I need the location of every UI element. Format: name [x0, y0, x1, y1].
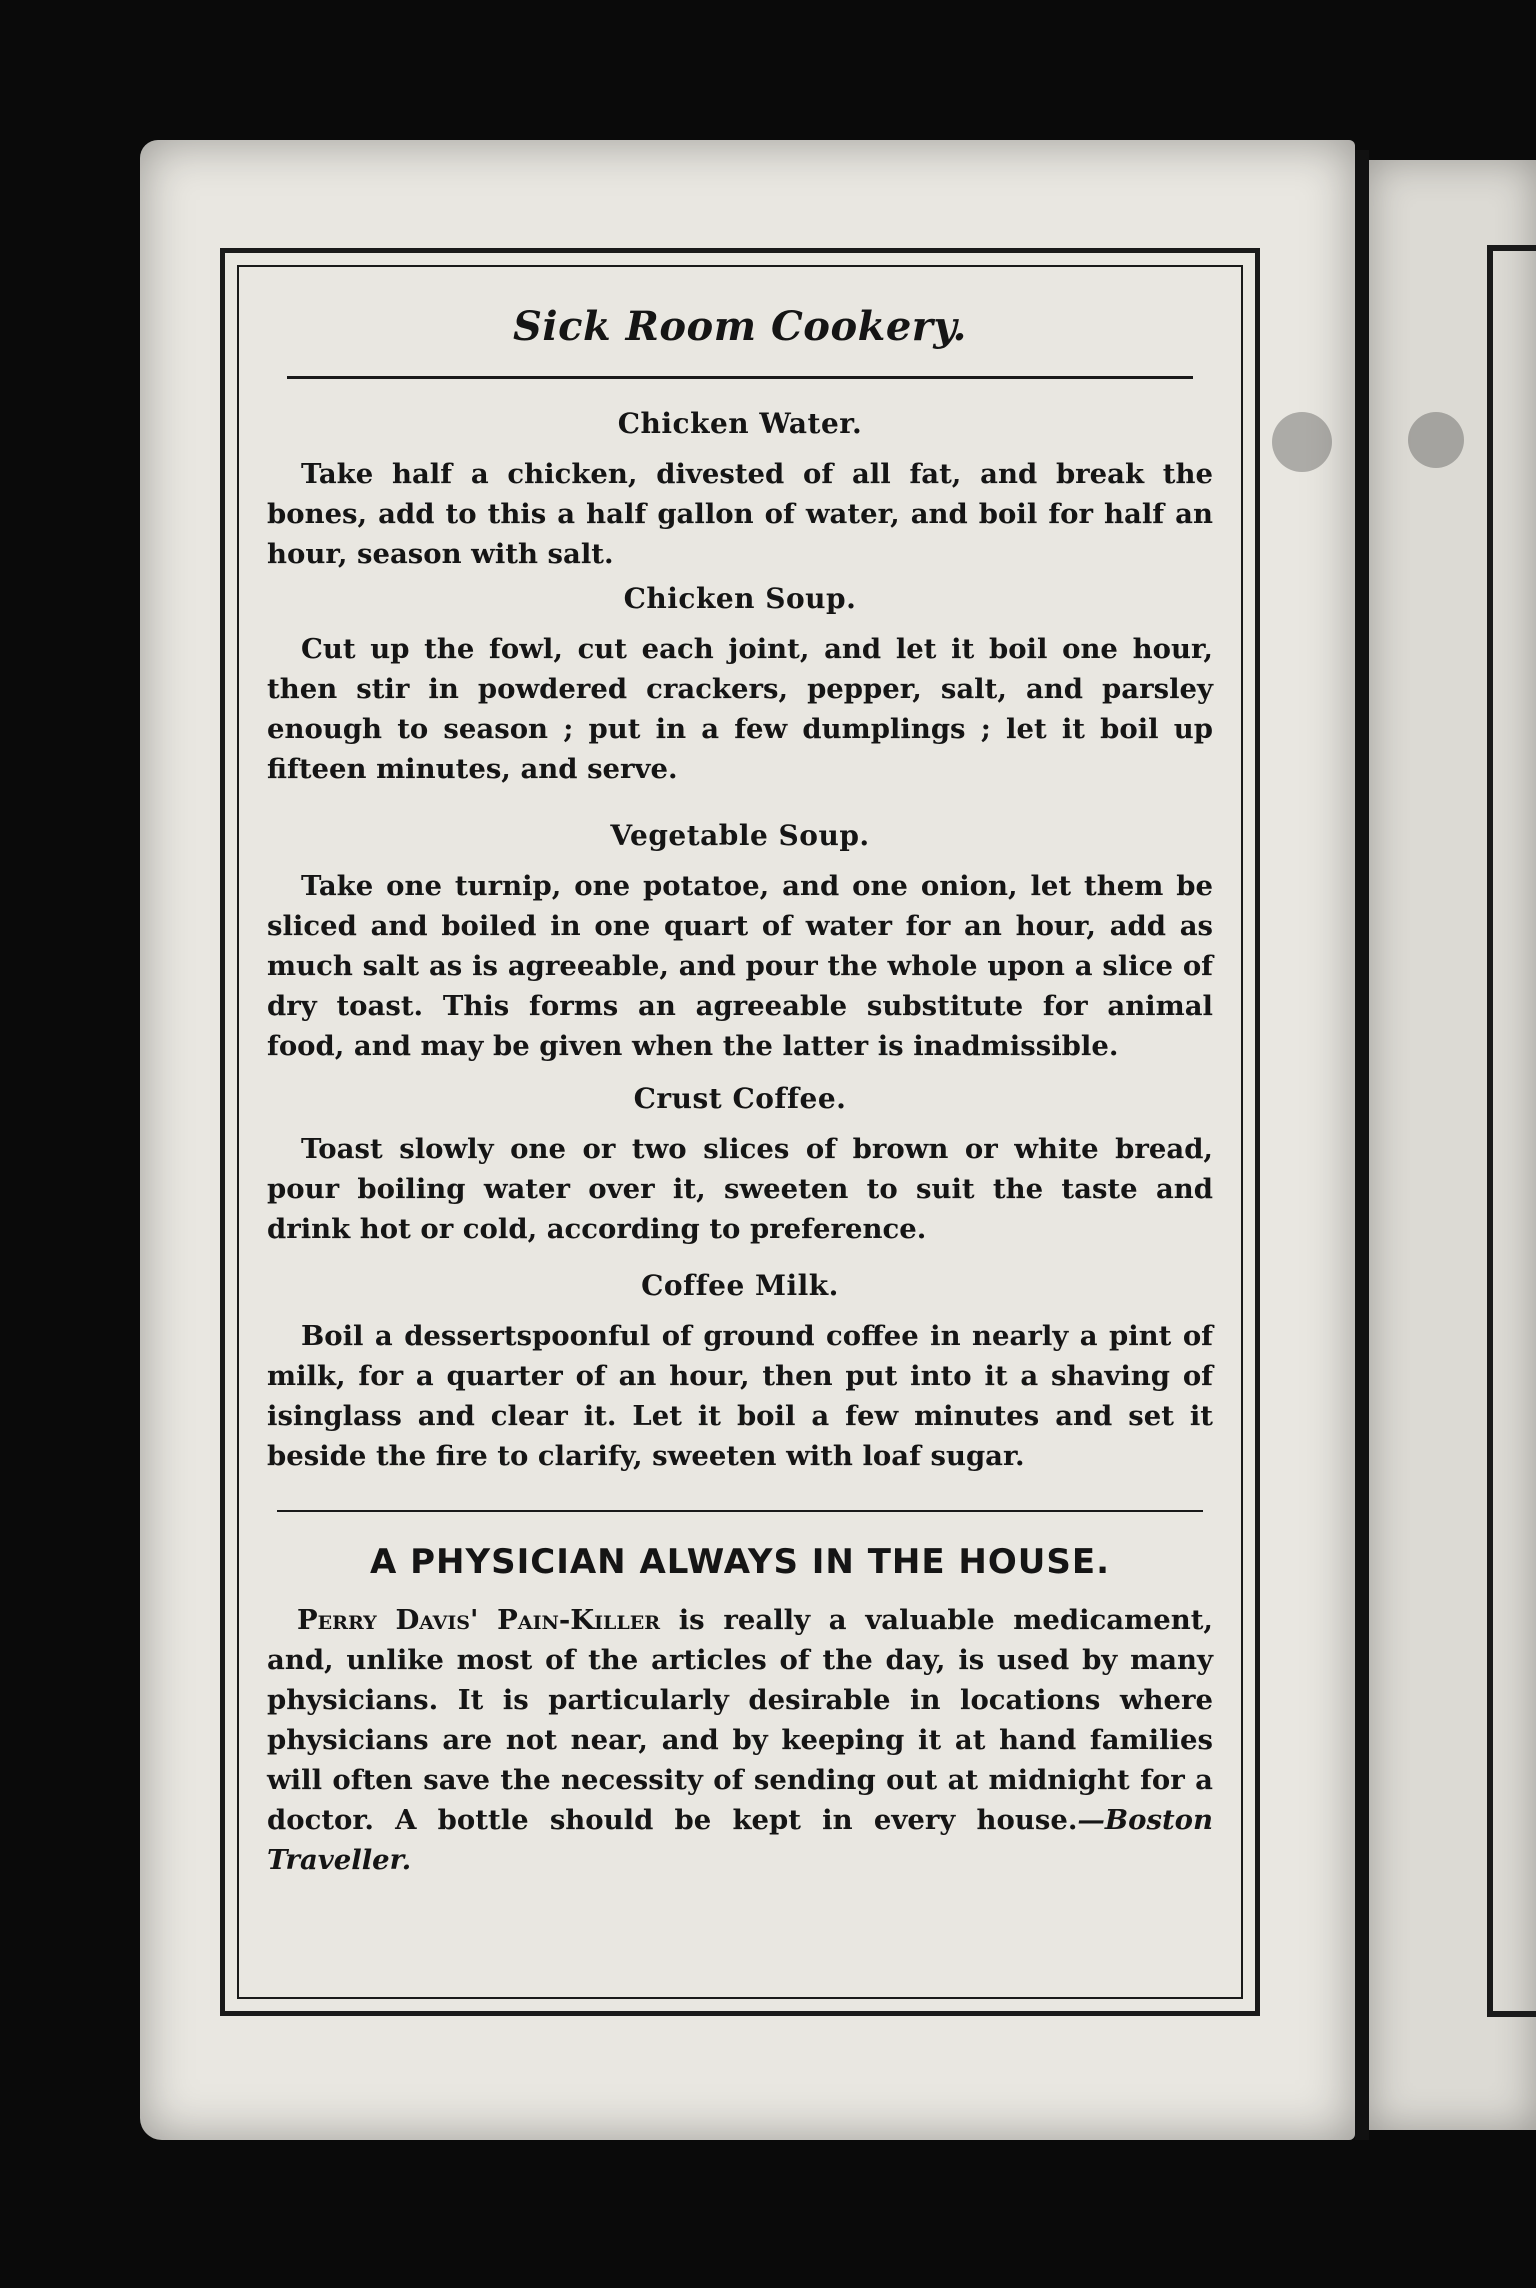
recipe-section — [267, 1269, 1213, 1476]
ink-spot — [1408, 412, 1464, 468]
recipe-text: Cut up the fowl, cut each joint, and let it boil one hour, then stir in powdered crackers, pepper, salt, and parsley enough to season ; put in a few dumplings ; let it boil up fifteen minutes, and serve. — [267, 633, 1213, 785]
advert-section — [267, 1542, 1213, 1880]
right-page-border — [1487, 245, 1536, 2017]
advert-brand: Perry Davis' Pain-Killer — [297, 1604, 661, 1636]
recipe-text: Take one turnip, one potatoe, and one onion, let them be sliced and boiled in one quart of water for an hour, add as much salt as is agreeable, and pour the whole upon a slice of dry toast. This forms an agreeable substitute for animal food, and may be given when the latter is inadmissible. — [267, 870, 1213, 1062]
advert-body: is really a valuable medicament, and, unlike most of the articles of the day, is used by many physicians. It is particularly desirable in locations where physicians are not near, and by keeping it at hand families will often save the necessity of sending out at midnight for a doctor. A bottle should be kept in every house. — [267, 1604, 1213, 1836]
title-rule — [287, 376, 1193, 379]
recipe-heading: Chicken Soup. — [623, 582, 857, 615]
advert-heading: A PHYSICIAN ALWAYS IN THE HOUSE. — [369, 1542, 1111, 1582]
ink-spot — [1272, 412, 1332, 472]
recipe-section — [267, 1082, 1213, 1249]
recipe-heading: Crust Coffee. — [633, 1082, 847, 1115]
page-title: Sick Room Cookery. — [513, 303, 967, 350]
advert-credit: —Boston Traveller. — [267, 1804, 1213, 1876]
content-frame — [220, 248, 1260, 2016]
recipe-text: Toast slowly one or two slices of brown or white bread, pour boiling water over it, sweeten to suit the taste and drink hot or cold, according to preference. — [267, 1133, 1213, 1245]
advert-text — [267, 1600, 1213, 1880]
recipe-section — [267, 582, 1213, 789]
recipe-heading: Chicken Water. — [617, 407, 863, 440]
recipe-section — [267, 407, 1213, 574]
recipe-text: Boil a dessertspoonful of ground coffee in nearly a pint of milk, for a quarter of an hour, then put into it a shaving of isinglass and clear it. Let it boil a few minutes and set it beside the fire to clarify, sweeten with loaf sugar. — [267, 1320, 1213, 1472]
book-spine — [1355, 150, 1369, 2140]
recipe-heading: Vegetable Soup. — [610, 819, 870, 852]
advert-rule — [277, 1510, 1203, 1512]
content-frame-inner — [237, 265, 1243, 1999]
recipe-text: Take half a chicken, divested of all fat, and break the bones, add to this a half gallon of water, and boil for half an hour, season with salt. — [267, 458, 1213, 570]
recipe-heading: Coffee Milk. — [641, 1269, 839, 1302]
recipe-section — [267, 819, 1213, 1066]
